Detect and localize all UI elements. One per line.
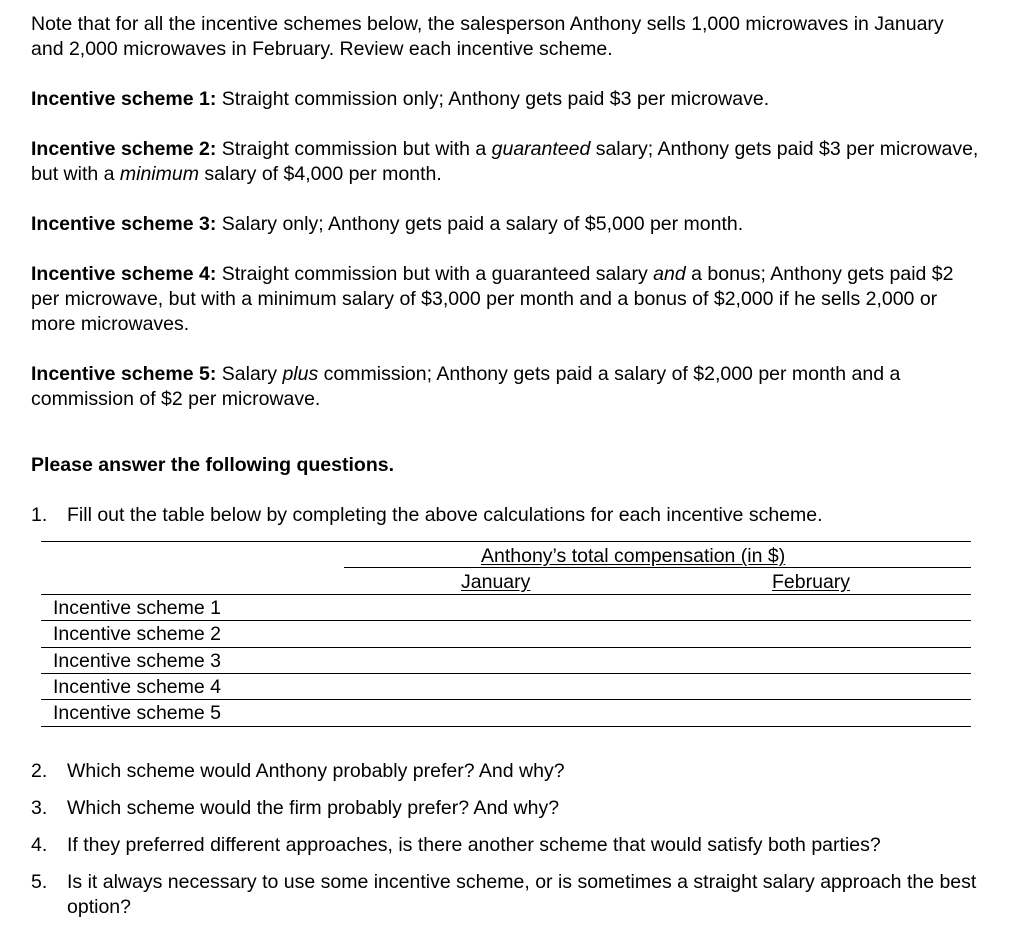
header-rule <box>344 567 971 568</box>
question-text: Which scheme would Anthony probably prefer? And why? <box>67 760 565 782</box>
table-header-compensation: Anthony’s total compensation (in $) <box>481 545 786 567</box>
scheme-text: Straight commission but with a <box>216 138 492 160</box>
scheme-emphasis: minimum <box>119 163 199 185</box>
question-text: Which scheme would the firm probably prefer? And why? <box>67 797 560 819</box>
column-header-january: January <box>461 571 531 593</box>
scheme-list <box>31 87 981 412</box>
question-2 <box>31 759 981 784</box>
table-row-label: Incentive scheme 5 <box>53 702 222 724</box>
question-text: If they preferred different approaches, is there another scheme that would satisfy both parties? <box>67 834 881 856</box>
column-header-february: February <box>772 571 851 593</box>
question-number: 5. <box>31 871 48 893</box>
incentive-scheme-4 <box>31 262 981 337</box>
table-row-label: Incentive scheme 2 <box>53 623 222 645</box>
row-rule <box>41 699 971 700</box>
questions-heading: Please answer the following questions. <box>31 454 394 476</box>
scheme-text: Salary <box>216 363 283 385</box>
scheme-label: Incentive scheme 2: <box>31 138 217 160</box>
question-text: Is it always necessary to use some incentive scheme, or is sometimes a straight salary approach the best option? <box>67 871 977 918</box>
question-number: 1. <box>31 504 48 526</box>
intro-paragraph: Note that for all the incentive schemes below, the salesperson Anthony sells 1,000 microwaves in January and 2,000 microwaves in February. Review each incentive scheme. <box>31 13 944 60</box>
compensation-table <box>41 541 971 729</box>
scheme-emphasis: guaranteed <box>491 138 591 160</box>
scheme-label: Incentive scheme 5: <box>31 363 217 385</box>
question-text: Fill out the table below by completing the above calculations for each incentive scheme. <box>67 504 823 526</box>
scheme-label: Incentive scheme 1: <box>31 88 217 110</box>
questions-list <box>31 759 981 920</box>
table-row-label: Incentive scheme 4 <box>53 676 222 698</box>
table-row-label: Incentive scheme 1 <box>53 597 222 619</box>
question-4 <box>31 833 981 858</box>
row-rule <box>41 620 971 621</box>
question-1 <box>31 503 981 528</box>
question-number: 3. <box>31 797 48 819</box>
question-number: 2. <box>31 760 48 782</box>
question-3 <box>31 796 981 821</box>
incentive-scheme-5 <box>31 362 981 412</box>
scheme-emphasis: and <box>653 263 686 285</box>
row-rule <box>41 647 971 648</box>
scheme-text: Salary only; Anthony gets paid a salary of $5,000 per month. <box>216 213 744 235</box>
table-top-rule <box>41 541 971 542</box>
scheme-text: salary; Anthony gets paid $3 per microwave, but with a <box>31 138 979 185</box>
scheme-label: Incentive scheme 4: <box>31 263 217 285</box>
column-header-rule <box>41 594 971 595</box>
row-rule <box>41 673 971 674</box>
scheme-text: commission; Anthony gets paid a salary of $2,000 per month and a commission of $2 per microwave. <box>31 363 901 410</box>
scheme-text: a bonus; Anthony gets paid $2 per microwave, but with a minimum salary of $3,000 per month and a bonus of $2,000 if he sells 2,000 or more microwaves. <box>31 263 954 335</box>
scheme-text: Straight commission but with a guaranteed salary <box>216 263 654 285</box>
question-number: 4. <box>31 834 48 856</box>
scheme-emphasis: plus <box>282 363 319 385</box>
scheme-label: Incentive scheme 3: <box>31 213 217 235</box>
table-row-label: Incentive scheme 3 <box>53 650 222 672</box>
incentive-scheme-1 <box>31 87 981 112</box>
incentive-scheme-2 <box>31 137 981 187</box>
question-5 <box>31 870 981 920</box>
incentive-scheme-3 <box>31 212 981 237</box>
scheme-text: salary of $4,000 per month. <box>198 163 442 185</box>
table-bottom-rule <box>41 726 971 727</box>
scheme-text: Straight commission only; Anthony gets paid $3 per microwave. <box>216 88 770 110</box>
document-page <box>31 12 981 932</box>
